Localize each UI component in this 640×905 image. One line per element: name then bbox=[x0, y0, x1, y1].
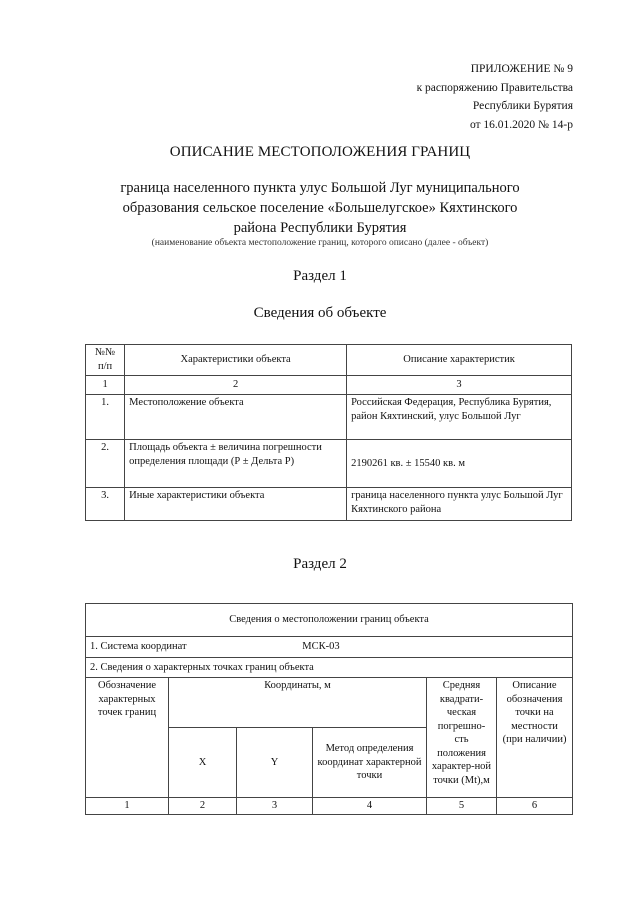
object-name bbox=[0, 178, 640, 238]
header-coordinates: Координаты, м bbox=[169, 678, 427, 728]
column-number-2: 2 bbox=[169, 798, 237, 815]
section-1-title: Раздел 1 bbox=[293, 268, 347, 284]
object-name-note: (наименование объекта местоположение границ, которого описано (далее - объект) bbox=[151, 238, 489, 248]
row-description: Российская Федерация, Республика Бурятия, район Кяхтинский, улус Большой Луг bbox=[347, 395, 572, 440]
table-caption: Сведения о местоположении границ объекта bbox=[86, 604, 573, 637]
section-1-subtitle: Сведения об объекте bbox=[253, 305, 387, 321]
row-characteristic: Площадь объекта ± величина погрешности определения площади (Р ± Дельта Р) bbox=[125, 440, 347, 488]
column-number-3: 3 bbox=[347, 376, 572, 395]
coordinate-system-row bbox=[86, 637, 573, 658]
header-point-description: Описание обозначения точки на местности (при наличии) bbox=[497, 678, 573, 798]
header-characteristic: Характеристики объекта bbox=[125, 345, 347, 376]
header-description: Описание характеристик bbox=[347, 345, 572, 376]
column-number-2: 2 bbox=[125, 376, 347, 395]
coordinate-system-label: 1. Система координат bbox=[90, 641, 187, 653]
object-info-table bbox=[85, 344, 572, 521]
appendix-header bbox=[273, 60, 573, 134]
row-number: 1. bbox=[86, 395, 125, 440]
points-info-label: 2. Сведения о характерных точках границ объекта bbox=[86, 658, 573, 678]
header-y: Y bbox=[237, 728, 313, 798]
column-number-4: 4 bbox=[313, 798, 427, 815]
table-row bbox=[86, 395, 572, 440]
header-number: №№ п/п bbox=[86, 345, 125, 376]
column-number-1: 1 bbox=[86, 798, 169, 815]
coordinate-system-value: МСК-03 bbox=[302, 641, 340, 653]
section-2-title: Раздел 2 bbox=[293, 556, 347, 572]
row-description: 2190261 кв. ± 15540 кв. м bbox=[347, 440, 572, 488]
document-title: ОПИСАНИЕ МЕСТОПОЛОЖЕНИЯ ГРАНИЦ bbox=[169, 144, 471, 160]
header-method: Метод определения координат характерной точки bbox=[313, 728, 427, 798]
column-number-5: 5 bbox=[427, 798, 497, 815]
header-x: X bbox=[169, 728, 237, 798]
column-number-1: 1 bbox=[86, 376, 125, 395]
appendix-line-1: ПРИЛОЖЕНИЕ № 9 bbox=[470, 63, 573, 75]
row-characteristic: Иные характеристики объекта bbox=[125, 488, 347, 521]
column-number-3: 3 bbox=[237, 798, 313, 815]
row-description: граница населенного пункта улус Большой Луг Кяхтинского района bbox=[347, 488, 572, 521]
appendix-line-2: к распоряжению Правительства bbox=[416, 81, 573, 94]
column-number-6: 6 bbox=[497, 798, 573, 815]
object-name-line-1: граница населенного пункта улус Большой Луг муниципального bbox=[120, 180, 520, 196]
header-mean-square-error: Средняя квадрати-ческая погрешно-сть положения характер-ной точки (Мt),м bbox=[427, 678, 497, 798]
object-name-line-2: образования сельское поселение «Большелугское» Кяхтинского bbox=[122, 200, 518, 216]
appendix-line-3: Республики Бурятия bbox=[472, 100, 573, 112]
table-row bbox=[86, 488, 572, 521]
object-name-line-3: района Республики Бурятия bbox=[233, 220, 407, 236]
row-number: 3. bbox=[86, 488, 125, 521]
boundary-location-table bbox=[85, 603, 573, 815]
appendix-line-4: от 16.01.2020 № 14-р bbox=[469, 118, 573, 131]
row-characteristic: Местоположение объекта bbox=[125, 395, 347, 440]
table-row bbox=[86, 440, 572, 488]
header-point-designation: Обозначение характерных точек границ bbox=[86, 678, 169, 798]
row-number: 2. bbox=[86, 440, 125, 488]
